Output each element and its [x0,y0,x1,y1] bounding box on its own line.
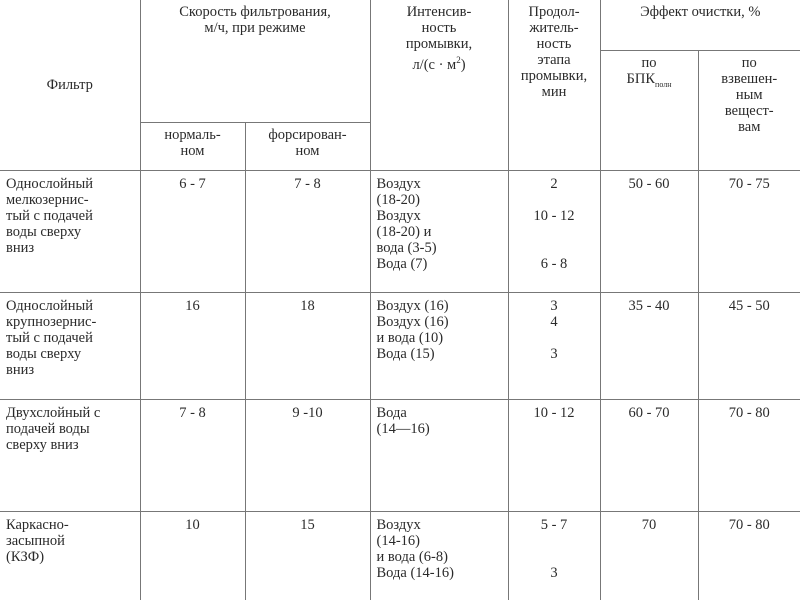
wash-intensity-cell: Воздух (16) Воздух (16) и вода (10) Вода (15) [370,292,508,399]
table-row [0,399,800,511]
header-forced: форсирован- ном [245,122,370,170]
header-speed: Скорость фильтрования, м/ч, при режиме [140,0,370,122]
wash-intensity-cell: Воздух (18-20) Воздух (18-20) и вода (3-5) Вода (7) [370,170,508,292]
normal-speed-cell: 16 [140,292,245,399]
bpk-effect-cell: 35 - 40 [600,292,698,399]
bpk-effect-cell: 70 [600,511,698,600]
filter-name-cell: Однослойный крупнозернис- тый с подачей воды сверху вниз [0,292,140,399]
header-filter: Фильтр [0,0,140,170]
wash-intensity-cell: Воздух (14-16) и вода (6-8) Вода (14-16) [370,511,508,600]
filter-name-cell: Двухслойный с подачей воды сверху вниз [0,399,140,511]
suspended-effect-cell: 70 - 80 [698,399,800,511]
wash-duration-cell: 2 10 - 12 6 - 8 [508,170,600,292]
wash-intensity-cell: Вода (14—16) [370,399,508,511]
bpk-effect-cell: 60 - 70 [600,399,698,511]
header-normal: нормаль- ном [140,122,245,170]
forced-speed-cell: 18 [245,292,370,399]
table-row [0,511,800,600]
normal-speed-cell: 7 - 8 [140,399,245,511]
header-suspended: по взвешен- ным вещест- вам [698,50,800,170]
forced-speed-cell: 7 - 8 [245,170,370,292]
table-row [0,170,800,292]
suspended-effect-cell: 45 - 50 [698,292,800,399]
table-row [0,292,800,399]
header-intensity: Интенсив- ность промывки, $л/(с \cdot м^2)$ [370,0,508,170]
filter-name-cell: Однослойный мелкозернис- тый с подачей воды сверху вниз [0,170,140,292]
header-bpk: по $БПК_{полн}$ [600,50,698,170]
normal-speed-cell: 10 [140,511,245,600]
normal-speed-cell: 6 - 7 [140,170,245,292]
suspended-effect-cell: 70 - 75 [698,170,800,292]
header-duration: Продол- житель- ность этапа промывки, мин [508,0,600,170]
forced-speed-cell: 9 -10 [245,399,370,511]
filter-name-cell: Каркасно- засыпной (КЗФ) [0,511,140,600]
wash-duration-cell: 10 - 12 [508,399,600,511]
header-effect: Эффект очистки, % [600,0,800,50]
wash-duration-cell: 3 4 3 [508,292,600,399]
suspended-effect-cell: 70 - 80 [698,511,800,600]
forced-speed-cell: 15 [245,511,370,600]
bpk-effect-cell: 50 - 60 [600,170,698,292]
wash-duration-cell: 5 - 7 3 [508,511,600,600]
